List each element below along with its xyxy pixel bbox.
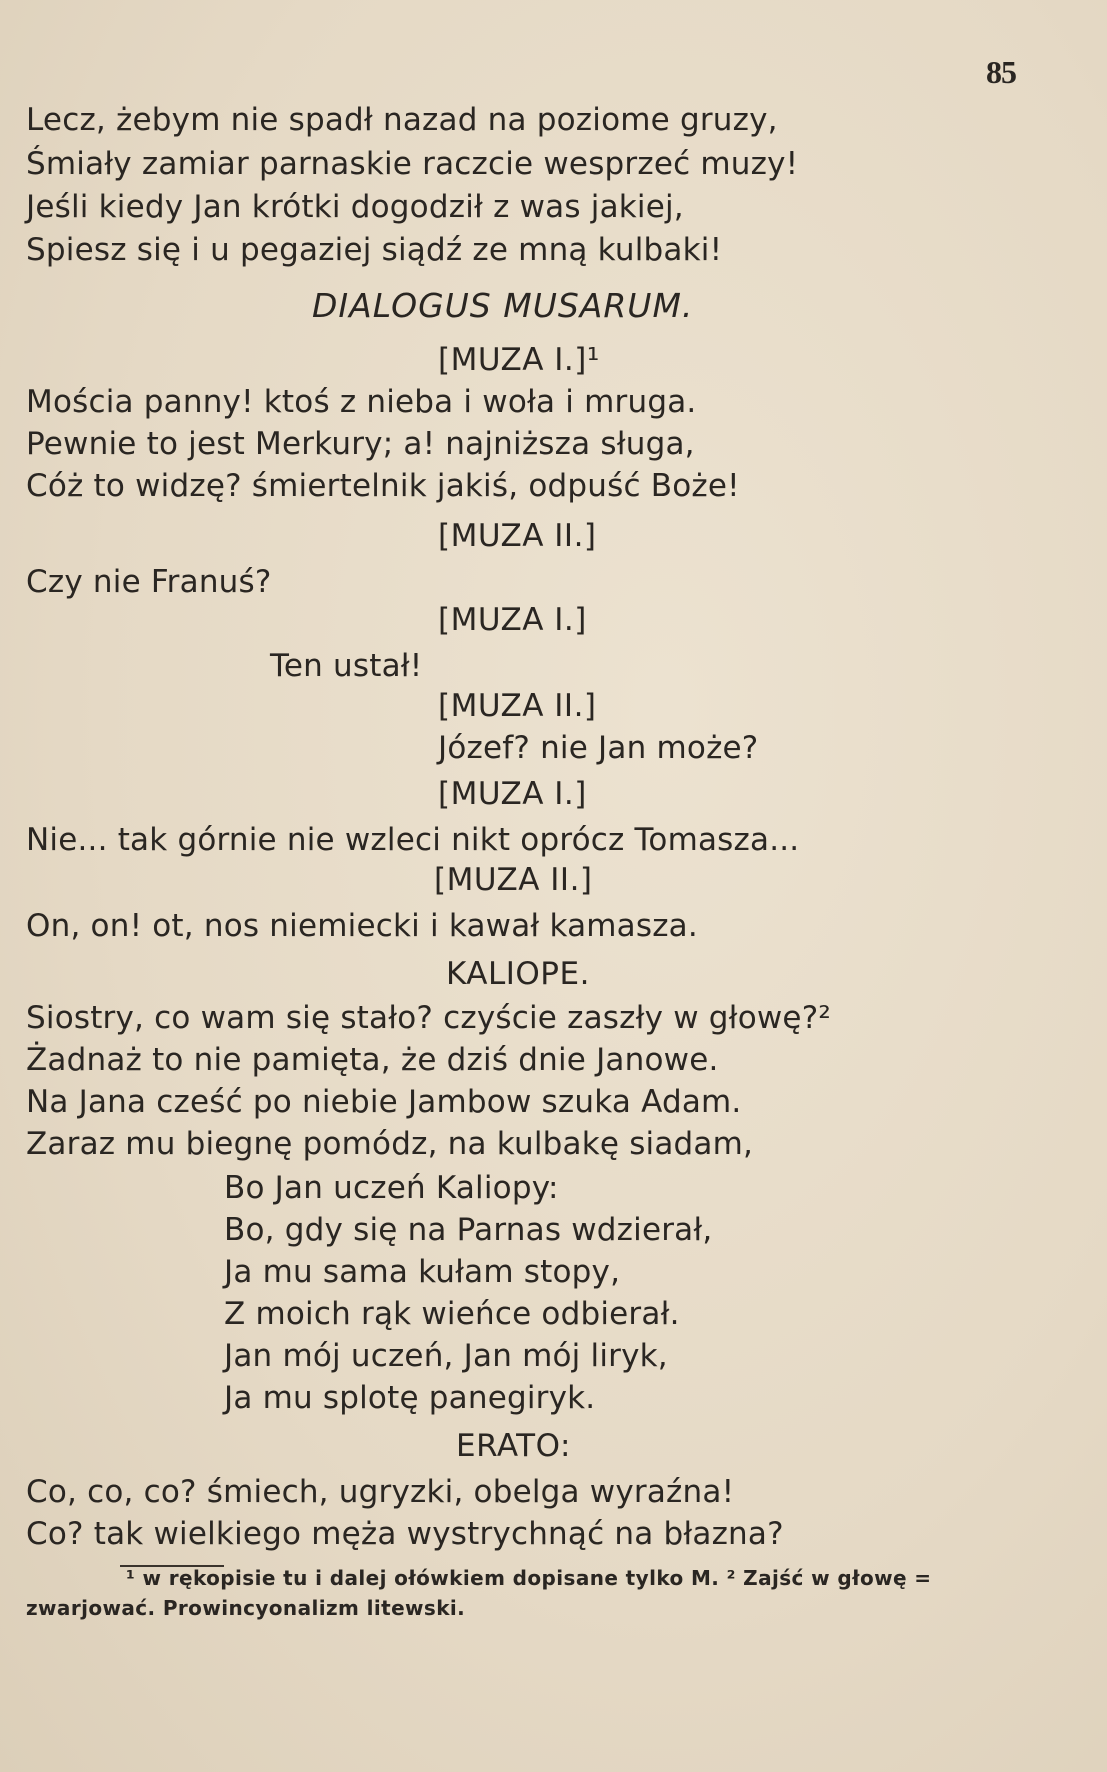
verse-line: Pewnie to jest Merkury; a! najniższa sługa, — [26, 426, 695, 462]
verse-line: Z moich rąk wieńce odbierał. — [224, 1296, 680, 1332]
verse-line: Jan mój uczeń, Jan mój liryk, — [224, 1338, 668, 1374]
verse-line: Siostry, co wam się stało? czyście zaszły w głowę?² — [26, 1000, 831, 1036]
verse-line: Zaraz mu biegnę pomódz, na kulbakę siadam, — [26, 1126, 754, 1162]
speaker-heading: [MUZA II.] — [438, 518, 597, 554]
verse-line: On, on! ot, nos niemiecki i kawał kamasza. — [26, 908, 698, 944]
footnote-line: ¹ w rękopisie tu i dalej ołówkiem dopisane tylko M. ² Zajść w głowę = — [126, 1566, 932, 1590]
verse-line: Nie... tak górnie nie wzleci nikt oprócz Tomasza... — [26, 822, 800, 858]
speaker-heading: [MUZA II.] — [438, 688, 597, 724]
verse-line: Co? tak wielkiego męża wystrychnąć na błazna? — [26, 1516, 784, 1552]
verse-line: Ja mu sama kułam stopy, — [224, 1254, 621, 1290]
verse-line: Co, co, co? śmiech, ugryzki, obelga wyraźna! — [26, 1474, 735, 1510]
speaker-heading: [MUZA I.]¹ — [438, 342, 600, 378]
verse-line: Jeśli kiedy Jan krótki dogodził z was jakiej, — [26, 189, 684, 225]
verse-line: Bo Jan uczeń Kaliopy: — [224, 1170, 559, 1206]
verse-line: Na Jana cześć po niebie Jambow szuka Adam. — [26, 1084, 742, 1120]
verse-line: Żadnaż to nie pamięta, że dziś dnie Janowe. — [26, 1042, 719, 1078]
verse-line: Bo, gdy się na Parnas wdzierał, — [224, 1212, 713, 1248]
speaker-heading: [MUZA II.] — [434, 862, 593, 898]
verse-line: Ten ustał! — [270, 648, 423, 684]
footnote-line: zwarjować. Prowincyonalizm litewski. — [26, 1596, 466, 1620]
speaker-heading: KALIOPE. — [446, 956, 590, 992]
speaker-heading: ERATO: — [456, 1428, 571, 1464]
verse-line: Cóż to widzę? śmiertelnik jakiś, odpuść Boże! — [26, 468, 740, 504]
verse-line: Spiesz się i u pegaziej siądź ze mną kulbaki! — [26, 232, 723, 268]
page-number: 85 — [986, 54, 1016, 90]
speaker-heading: [MUZA I.] — [438, 602, 587, 638]
speaker-heading: [MUZA I.] — [438, 776, 587, 812]
verse-line: Lecz, żebym nie spadł nazad na poziome gruzy, — [26, 102, 778, 138]
verse-line: Mościa panny! ktoś z nieba i woła i mruga. — [26, 384, 697, 420]
dialogue-title: DIALOGUS MUSARUM. — [312, 286, 694, 325]
verse-line: Czy nie Franuś? — [26, 564, 272, 600]
verse-line: Józef? nie Jan może? — [438, 730, 759, 766]
verse-line: Ja mu splotę panegiryk. — [224, 1380, 596, 1416]
verse-line: Śmiały zamiar parnaskie raczcie wesprzeć muzy! — [26, 146, 799, 182]
